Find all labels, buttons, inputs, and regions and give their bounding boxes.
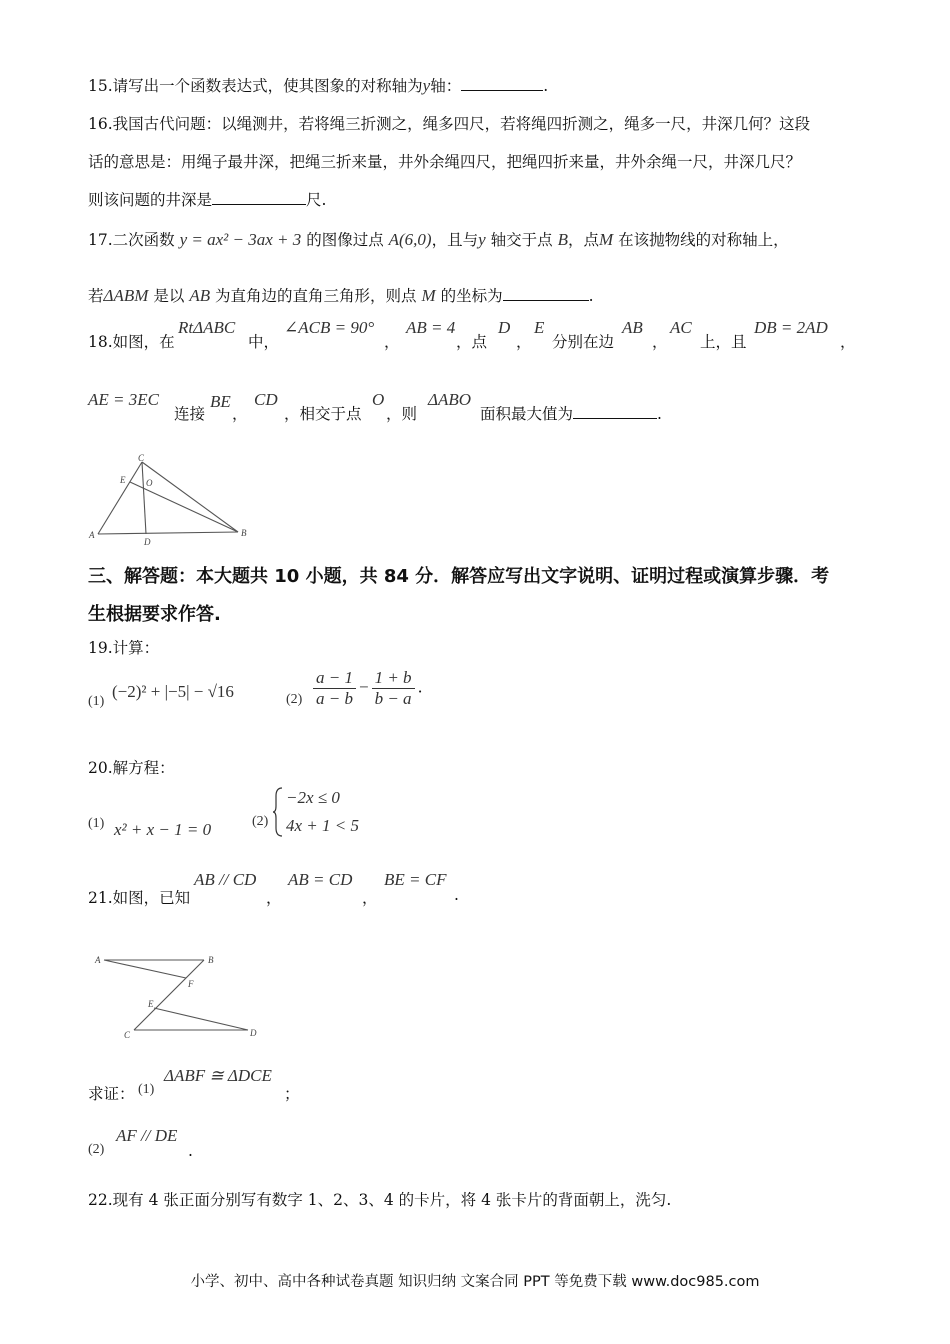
fraction-1: $\frac{a - 1}{a - b}$ — [313, 668, 356, 709]
label-B: B — [208, 955, 214, 965]
label-A: A — [89, 530, 95, 540]
label-C: C — [138, 453, 145, 463]
answer-blank — [461, 76, 543, 91]
question-16-line-2: 话的意思是：用绳子最井深，把绳三折来量，井外余绳四尺，把绳四折来量，井外余绳一尺，井深几尺？ — [88, 153, 802, 171]
question-20-title: 20.解方程： — [88, 759, 175, 777]
label-B: B — [241, 528, 247, 538]
answer-blank — [503, 286, 589, 301]
page-footer: 小学、初中、高中各种试卷真题 知识归纳 文案合同 PPT 等免费下载 www.doc985.com — [190, 1274, 760, 1290]
question-16-line-1: 16.我国古代问题：以绳测井，若将绳三折测之，绳多四尺，若将绳四折测之，绳多一尺，井深几何？这段 — [88, 115, 811, 133]
label-A: A — [95, 955, 101, 965]
label-D: D — [250, 1028, 257, 1038]
fraction-2: $\frac{1 + b}{b - a}$ — [372, 668, 415, 709]
question-17-line-1: 17.二次函数 y = ax² − 3ax + 3 的图像过点 A(6,0)，且与y 轴交于点 B，点M 在该抛物线的对称轴上， — [88, 230, 789, 249]
question-16-line-3: 则该问题的井深是 尺. — [88, 191, 327, 209]
answer-blank — [212, 190, 306, 205]
label-C: C — [124, 1030, 131, 1040]
label-E: E — [148, 999, 154, 1009]
answer-blank — [573, 404, 657, 419]
figure-21-parallel-lines — [90, 948, 270, 1040]
label-O: O — [146, 478, 153, 488]
question-17-line-2: 若ΔABM 是以 AB 为直角边的直角三角形，则点 M 的坐标为 . — [88, 286, 594, 305]
section-3-heading-line-2: 生根据要求作答. — [88, 604, 221, 625]
label-F: F — [188, 979, 194, 989]
label-D: D — [144, 537, 151, 546]
question-22: 22.现有 4 张正面分别写有数字 1、2、3、4 的卡片，将 4 张卡片的背面朝上，洗匀. — [88, 1191, 672, 1209]
question-15: 15.请写出一个函数表达式，使其图象的对称轴为y轴： . — [88, 76, 549, 95]
question-19-title: 19.计算： — [88, 639, 160, 657]
figure-18-triangle — [86, 452, 266, 546]
section-3-heading-line-1: 三、解答题：本大题共 10 小题，共 84 分．解答应写出文字说明、证明过程或演算步骤．考 — [88, 566, 830, 587]
label-E: E — [120, 475, 126, 485]
system-brace — [272, 786, 284, 838]
